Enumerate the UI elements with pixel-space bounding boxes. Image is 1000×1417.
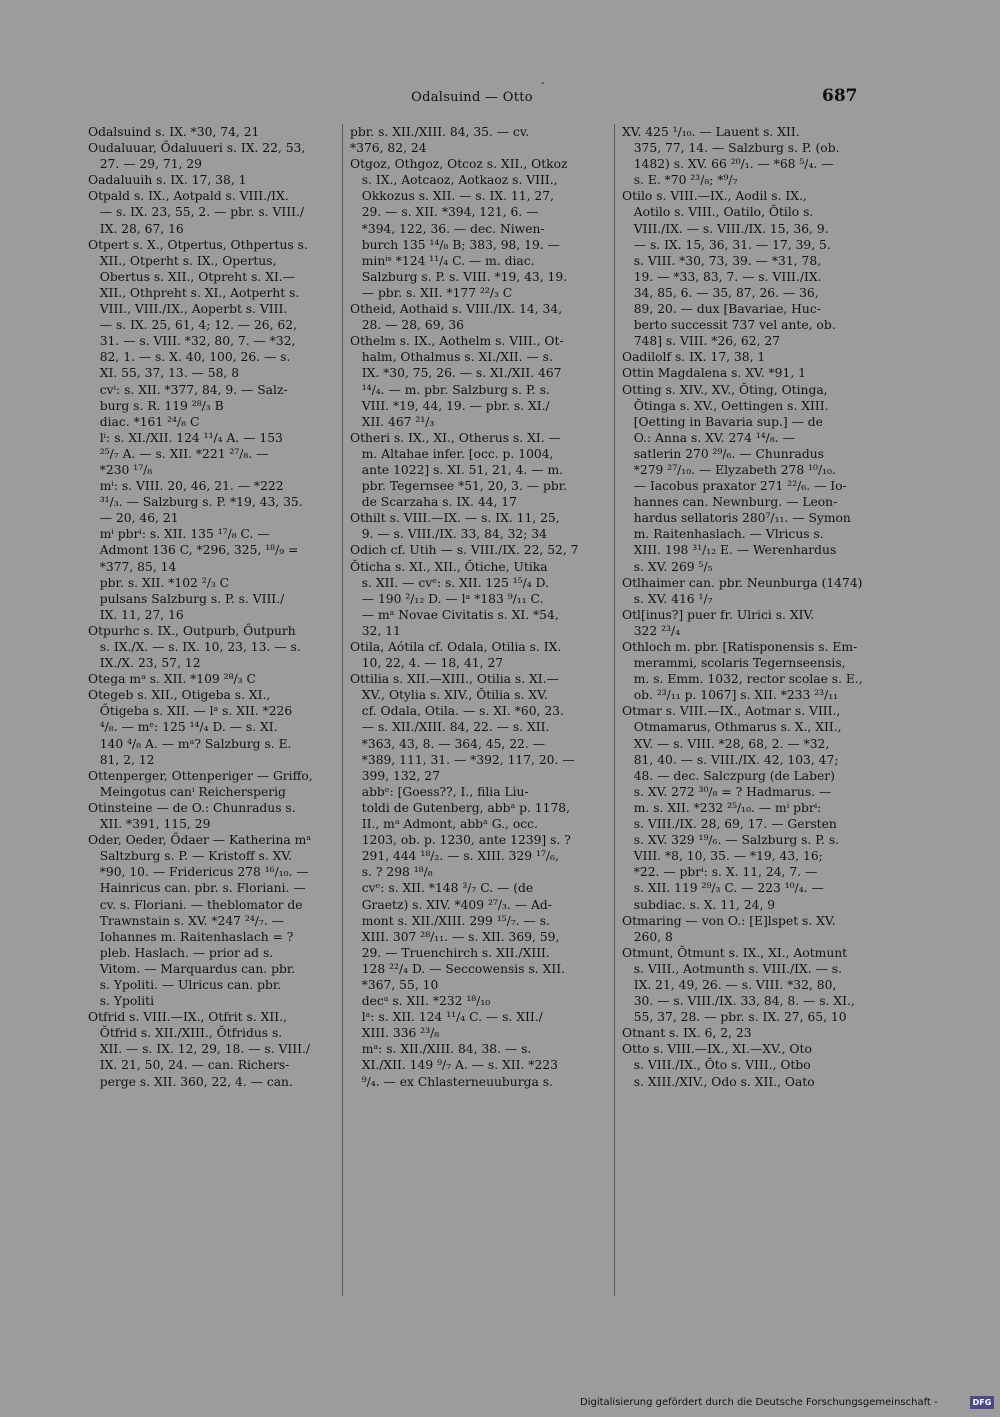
index-line: lᵃ: s. XII. 124 ¹¹/₄ C. — s. XII./ (350, 1010, 543, 1025)
index-line: XII. — s. IX. 12, 29, 18. — s. VIII./ (88, 1042, 311, 1057)
index-line: Otmaring — von O.: [E]lspet s. XV. (622, 913, 836, 928)
index-line: *22. — pbrⁱ: s. X. 11, 24, 7. — (622, 865, 818, 880)
index-line: Ŏtinga s. XV., Oettingen s. XIII. (622, 398, 829, 413)
index-line: XI. 55, 37, 13. — 58, 8 (88, 366, 240, 381)
index-line: Iohannes m. Raitenhaslach = ? (88, 929, 294, 944)
index-line: 291, 444 ¹⁸/₂. — s. XIII. 329 ¹⁷/₆, (350, 849, 559, 864)
index-line: Othloch m. pbr. [Ratisponensis s. Em- (622, 640, 858, 654)
index-line: Otheri s. IX., XI., Otherus s. XI. — (350, 430, 561, 445)
index-line: 29. — Truenchirch s. XII./XIII. (350, 945, 550, 960)
index-line: s. XV. 272 ³⁰/₈ = ? Hadmarus. — (622, 784, 832, 799)
index-line: s. IX./X. — s. IX. 10, 23, 13. — s. (88, 640, 301, 654)
index-line: IX./X. 23, 57, 12 (88, 656, 201, 671)
index-line: ⁴/₈. — mᵉ: 125 ¹⁴/₄ D. — s. XI. (88, 720, 278, 735)
index-line: 30. — s. VIII./IX. 33, 84, 8. — s. XI., (622, 994, 855, 1009)
index-line: mⁱ: s. VIII. 20, 46, 21. — *222 (88, 479, 284, 494)
index-line: burg s. R. 119 ²⁸/₃ B (88, 398, 224, 413)
index-column-1 (88, 124, 336, 1090)
index-line: — s. IX. 25, 61, 4; 12. — 26, 62, (88, 318, 297, 333)
index-line: 32, 11 (350, 623, 401, 638)
index-line: Otto s. VIII.—IX., XI.—XV., Oto (622, 1042, 812, 1057)
index-line: *279 ²⁷/₁₀. — Elyzabeth 278 ¹⁰/₁₀. (622, 462, 836, 477)
index-line: *394, 122, 36. — dec. Niwen- (350, 221, 545, 236)
index-line: 399, 132, 27 (350, 768, 440, 783)
index-line: cf. Odala, Otila. — s. XI. *60, 23. (350, 704, 564, 719)
index-line: s. XV. 329 ¹⁹/₆. — Salzburg s. P. s. (622, 833, 840, 848)
index-line: 19. — *33, 83, 7. — s. VIII./IX. (622, 269, 822, 284)
index-line: IX. 28, 67, 16 (88, 221, 184, 236)
index-line: 81, 2, 12 (88, 752, 155, 767)
index-line: XI./XII. 149 ⁹/₇ A. — s. XII. *223 (350, 1058, 558, 1073)
index-line: ²⁵/₇ A. — s. XII. *221 ²⁷/₈. — (88, 446, 269, 461)
index-line: s. XV. 416 ¹/₇ (622, 591, 713, 606)
index-line: Otpald s. IX., Aotpald s. VIII./IX. (88, 189, 289, 204)
index-line: cvᵉ: s. XII. *148 ³/₇ C. — (de (350, 881, 534, 896)
index-line: IX. *30, 75, 26. — s. XI./XII. 467 (350, 366, 562, 381)
index-line: lⁱ: s. XI./XII. 124 ¹¹/₄ A. — 153 (88, 430, 283, 445)
index-line: Odich cf. Utih — s. VIII./IX. 22, 52, 7 (350, 543, 579, 558)
digitization-credit: Digitalisierung gefördert durch die Deutsche Forschungsgemeinschaft - (580, 1397, 938, 1408)
index-line: s. XIII./XIV., Odo s. XII., Oato (622, 1074, 815, 1089)
index-line: 260, 8 (622, 929, 673, 944)
index-line: 31. — s. VIII. *32, 80, 7. — *32, (88, 334, 296, 349)
index-line: Otpert s. X., Otpertus, Othpertus s. (88, 237, 308, 252)
index-line: Graetz) s. XIV. *409 ²⁷/₃. — Ad- (350, 897, 552, 912)
dfg-logo: DFG (970, 1396, 994, 1409)
index-line: 322 ²³/₄ (622, 623, 681, 638)
index-line: XII., Othpreht s. XI., Aotperht s. (88, 285, 300, 300)
index-line: Otheid, Aothaid s. VIII./IX. 14, 34, (350, 302, 563, 317)
index-line: Otl[inus?] puer fr. Ulrici s. XIV. (622, 607, 815, 622)
index-line: mont s. XII./XIII. 299 ¹⁵/₇. — s. (350, 913, 550, 928)
index-line: Otpurhc s. IX., Outpurb, Őutpurh (88, 623, 296, 638)
index-line: [Oetting in Bavaria sup.] — de (622, 414, 823, 429)
index-line: perge s. XII. 360, 22, 4. — can. (88, 1074, 293, 1089)
index-line: s. VIII./IX., Ŏto s. VIII., Otbo (622, 1058, 811, 1073)
index-line: *363, 43, 8. — 364, 45, 22. — (350, 736, 545, 751)
index-line: XII. 467 ²¹/₃ (350, 414, 435, 429)
index-line: XIII. 198 ³¹/₁₂ E. — Werenhardus (622, 543, 837, 558)
index-line: 1482) s. XV. 66 ²⁰/₁. — *68 ⁵/₄. — (622, 157, 834, 172)
index-line: Ottilia s. XII.—XIII., Otilia s. XI.— (350, 672, 559, 687)
index-line: Otinsteine — de O.: Chunradus s. (88, 800, 296, 815)
index-line: Admont 136 C, *296, 325, ¹⁸/₉ = (88, 543, 299, 558)
index-line: — Iacobus praxator 271 ²²/₆. — Io- (622, 479, 847, 494)
index-line: — mᵃ Novae Civitatis s. XI. *54, (350, 607, 559, 622)
index-line: Otnant s. IX. 6, 2, 23 (622, 1026, 752, 1041)
index-line: Othelm s. IX., Aothelm s. VIII., Ot- (350, 334, 564, 349)
index-line: 748] s. VIII. *26, 62, 27 (622, 334, 781, 349)
index-line: Ŏticha s. XI., XII., Ŏtiche, Utika (350, 559, 548, 574)
index-line: s. ? 298 ¹⁸/₈ (350, 865, 433, 880)
index-line: minⁱˢ *124 ¹¹/₄ C. — m. diac. (350, 253, 535, 268)
index-line: pulsans Salzburg s. P. s. VIII./ (88, 591, 285, 606)
index-line: s. XII. 119 ²⁹/₃ C. — 223 ¹⁰/₄. — (622, 881, 824, 896)
column-divider (342, 124, 343, 1296)
index-line: ⁹/₄. — ex Chlasterneuuburga s. (350, 1074, 553, 1089)
index-line: s. VIII./IX. 28, 69, 17. — Gersten (622, 817, 837, 832)
index-line: VIII. *19, 44, 19. — pbr. s. XI./ (350, 398, 550, 413)
index-line: XV. 425 ¹/₁₀. — Lauent s. XII. (622, 125, 800, 139)
index-line: 55, 37, 28. — pbr. s. IX. 27, 65, 10 (622, 1010, 847, 1025)
index-line: Obertus s. XII., Otpreht s. XI.— (88, 269, 296, 284)
index-line: II., mᵃ Admont, abbᵃ G., occ. (350, 817, 538, 832)
index-column-2 (350, 124, 610, 1090)
index-line: *376, 82, 24 (350, 141, 427, 156)
index-line: pbr. s. XII. *102 ²/₃ C (88, 575, 230, 590)
index-line: Trawnstain s. XV. *247 ²⁴/₇. — (88, 913, 284, 928)
index-line: Okkozus s. XII. — s. IX. 11, 27, (350, 189, 554, 204)
index-line: Oadilolf s. IX. 17, 38, 1 (622, 350, 766, 365)
index-line: satlerin 270 ²⁹/₆. — Chunradus (622, 446, 824, 461)
index-line: Otegeb s. XII., Otigeba s. XI., (88, 688, 271, 703)
index-line: Otila, Aótila cf. Odala, Otilia s. IX. (350, 640, 562, 654)
index-line: — 190 ²/₁₂ D. — lᵃ *183 ⁹/₁₁ C. (350, 591, 544, 606)
index-line: 29. — s. XII. *394, 121, 6. — (350, 205, 539, 220)
index-line: Otmar s. VIII.—IX., Aotmar s. VIII., (622, 704, 841, 719)
index-line: 48. — dec. Salczpurg (de Laber) (622, 768, 835, 783)
index-line: hannes can. Newnburg. — Leon- (622, 495, 838, 510)
index-line: s. E. *70 ²³/₈; *⁹/₇ (622, 173, 738, 188)
index-line: Ottin Magdalena s. XV. *91, 1 (622, 366, 806, 381)
index-line: Aotilo s. VIII., Oatilo, Ŏtilo s. (622, 205, 814, 220)
index-line: — 20, 46, 21 (88, 511, 179, 526)
index-line: Saltzburg s. P. — Kristoff s. XV. (88, 849, 293, 864)
index-line: 34, 85, 6. — 35, 87, 26. — 36, (622, 285, 819, 300)
index-line: *90, 10. — Fridericus 278 ¹⁶/₁₀. — (88, 865, 309, 880)
index-line: 128 ²²/₄ D. — Seccowensis s. XII. (350, 961, 565, 976)
index-line: Otfrid s. VIII.—IX., Otfrit s. XII., (88, 1010, 287, 1025)
index-line: IX. 21, 50, 24. — can. Richers- (88, 1058, 290, 1073)
index-line: de Scarzaha s. IX. 44, 17 (350, 495, 517, 510)
index-line: *367, 55, 10 (350, 977, 439, 992)
index-line: XIII. 336 ²³/₈ (350, 1026, 440, 1041)
index-line: 1203, ob. p. 1230, ante 1239] s. ? (350, 833, 571, 848)
index-line: Oudaluuar, Ődaluueri s. IX. 22, 53, (88, 141, 306, 156)
index-line: decᵃ s. XII. *232 ¹⁸/₁₀ (350, 994, 491, 1009)
index-line: toldi de Gutenberg, abbᵃ p. 1178, (350, 800, 571, 815)
index-line: merammi, scolaris Tegernseensis, (622, 656, 846, 671)
index-line: IX. 21, 49, 26. — s. VIII. *32, 80, (622, 977, 837, 992)
index-line: halm, Othalmus s. XI./XII. — s. (350, 350, 553, 365)
index-line: s. IX., Aotcaoz, Aotkaoz s. VIII., (350, 173, 558, 188)
index-line: Ottenperger, Ottenperiger — Griffo, (88, 768, 313, 783)
running-header: Odalsuind — Otto (411, 90, 533, 105)
index-line: 10, 22, 4. — 18, 41, 27 (350, 656, 504, 671)
index-line: ante 1022] s. XI. 51, 21, 4. — m. (350, 462, 564, 477)
index-line: Otmamarus, Othmarus s. X., XII., (622, 720, 842, 735)
index-line: Otega mᵃ s. XII. *109 ²⁸/₃ C (88, 672, 256, 687)
index-line: XII. *391, 115, 29 (88, 817, 211, 832)
index-line: — s. IX. 23, 55, 2. — pbr. s. VIII./ (88, 205, 304, 220)
index-line: VIII., VIII./IX., Aoperbt s. VIII. (88, 302, 288, 317)
index-line: — pbr. s. XII. *177 ²²/₃ C (350, 285, 513, 300)
index-line: *389, 111, 31. — *392, 117, 20. — (350, 752, 575, 767)
index-line: Oadaluuih s. IX. 17, 38, 1 (88, 173, 247, 188)
index-line: Őtigeba s. XII. — lᵃ s. XII. *226 (88, 704, 293, 719)
index-line: Salzburg s. P. s. VIII. *19, 43, 19. (350, 269, 568, 284)
index-line: Otgoz, Othgoz, Otcoz s. XII., Otkoz (350, 157, 568, 172)
index-line: m. s. Emm. 1032, rector scolae s. E., (622, 672, 863, 687)
index-line: hardus sellatoris 280⁷/₁₁. — Symon (622, 511, 851, 526)
header-mark: - (541, 78, 545, 89)
index-line: abbᵉ: [Goess??, I., filia Liu- (350, 784, 529, 799)
index-line: IX. 11, 27, 16 (88, 607, 184, 622)
index-line: Ŏtfrid s. XII./XIII., Ŏtfridus s. (88, 1026, 283, 1041)
index-line: 27. — 29, 71, 29 (88, 157, 202, 172)
index-column-3 (622, 124, 872, 1090)
index-line: s. Ypoliti (88, 994, 154, 1009)
index-line: 81, 40. — s. VIII./IX. 42, 103, 47; (622, 752, 839, 767)
index-line: s. VIII. *30, 73, 39. — *31, 78, (622, 253, 822, 268)
index-line: cvⁱ: s. XII. *377, 84, 9. — Salz- (88, 382, 288, 397)
index-line: — s. XII./XIII. 84, 22. — s. XII. (350, 720, 550, 735)
index-line: ob. ²³/₁₁ p. 1067] s. XII. *233 ²³/₁₁ (622, 688, 839, 703)
index-line: Otting s. XIV., XV., Ŏting, Otinga, (622, 382, 828, 397)
index-line: m. s. XII. *232 ²⁵/₁₀. — mⁱ pbrⁱ: (622, 800, 822, 815)
index-line: pbr. s. XII./XIII. 84, 35. — cv. (350, 125, 530, 139)
index-line: XV., Otylia s. XIV., Ŏtilia s. XV. (350, 688, 548, 703)
index-line: diac. *161 ²⁴/₈ C (88, 414, 200, 429)
index-line: Oder, Oeder, Ődaer — Katherina mᵃ (88, 833, 312, 848)
index-line: pleb. Haslach. — prior ad s. (88, 945, 274, 960)
column-divider (614, 124, 615, 1296)
index-line: s. XII. — cvᵉ: s. XII. 125 ¹⁵/₄ D. (350, 575, 549, 590)
index-line: Odalsuind s. IX. *30, 74, 21 (88, 125, 260, 139)
page-number: 687 (822, 86, 858, 106)
index-line: XII., Otperht s. IX., Opertus, (88, 253, 277, 268)
index-line: Otilo s. VIII.—IX., Aodil s. IX., (622, 189, 807, 204)
index-line: Meingotus canⁱ Reichersperig (88, 784, 286, 799)
index-line: Hainricus can. pbr. s. Floriani. — (88, 881, 306, 896)
index-line: XIII. 307 ²⁸/₁₁. — s. XII. 369, 59, (350, 929, 560, 944)
index-line: 89, 20. — dux [Bavariae, Huc- (622, 302, 821, 317)
index-line: subdiac. s. X. 11, 24, 9 (622, 897, 776, 912)
index-line: *377, 85, 14 (88, 559, 177, 574)
index-line: 82, 1. — s. X. 40, 100, 26. — s. (88, 350, 291, 365)
index-line: 9. — s. VIII./IX. 33, 84, 32; 34 (350, 527, 547, 542)
index-line: s. XV. 269 ⁵/₅ (622, 559, 713, 574)
index-line: — s. IX. 15, 36, 31. — 17, 39, 5. (622, 237, 831, 252)
index-line: m. Altahae infer. [occ. p. 1004, (350, 446, 554, 461)
index-line: s. Ypoliti. — Ulricus can. pbr. (88, 977, 282, 992)
index-line: 28. — 28, 69, 36 (350, 318, 464, 333)
index-line: m. Raitenhaslach. — Vlricus s. (622, 527, 824, 542)
index-line: mⁱ pbrⁱ: s. XII. 135 ¹⁷/₈ C. — (88, 527, 270, 542)
index-line: berto successit 737 vel ante, ob. (622, 318, 836, 333)
index-line: cv. s. Floriani. — theblomator de (88, 897, 303, 912)
index-line: Othilt s. VIII.—IX. — s. IX. 11, 25, (350, 511, 560, 526)
index-line: burch 135 ¹⁴/₈ B; 383, 98, 19. — (350, 237, 560, 252)
index-line: Vitom. — Marquardus can. pbr. (88, 961, 296, 976)
index-line: VIII./IX. — s. VIII./IX. 15, 36, 9. (622, 221, 829, 236)
index-line: *230 ¹⁷/₈ (88, 462, 153, 477)
index-line: 140 ⁴/₈ A. — mᵃ? Salzburg s. E. (88, 736, 292, 751)
index-line: O.: Anna s. XV. 274 ¹⁴/₈. — (622, 430, 795, 445)
index-line: Otmunt, Ŏtmunt s. IX., XI., Aotmunt (622, 945, 848, 960)
index-line: ¹⁴/₄. — m. pbr. Salzburg s. P. s. (350, 382, 550, 397)
index-line: s. VIII., Aotmunth s. VIII./IX. — s. (622, 961, 843, 976)
index-line: pbr. Tegernsee *51, 20, 3. — pbr. (350, 479, 568, 494)
index-line: mᵃ: s. XII./XIII. 84, 38. — s. (350, 1042, 532, 1057)
index-line: Otlhaimer can. pbr. Neunburga (1474) (622, 575, 863, 590)
index-line: XV. — s. VIII. *28, 68, 2. — *32, (622, 736, 830, 751)
index-line: 375, 77, 14. — Salzburg s. P. (ob. (622, 141, 840, 156)
index-line: VIII. *8, 10, 35. — *19, 43, 16; (622, 849, 823, 864)
index-line: ³¹/₃. — Salzburg s. P. *19, 43, 35. (88, 495, 303, 510)
